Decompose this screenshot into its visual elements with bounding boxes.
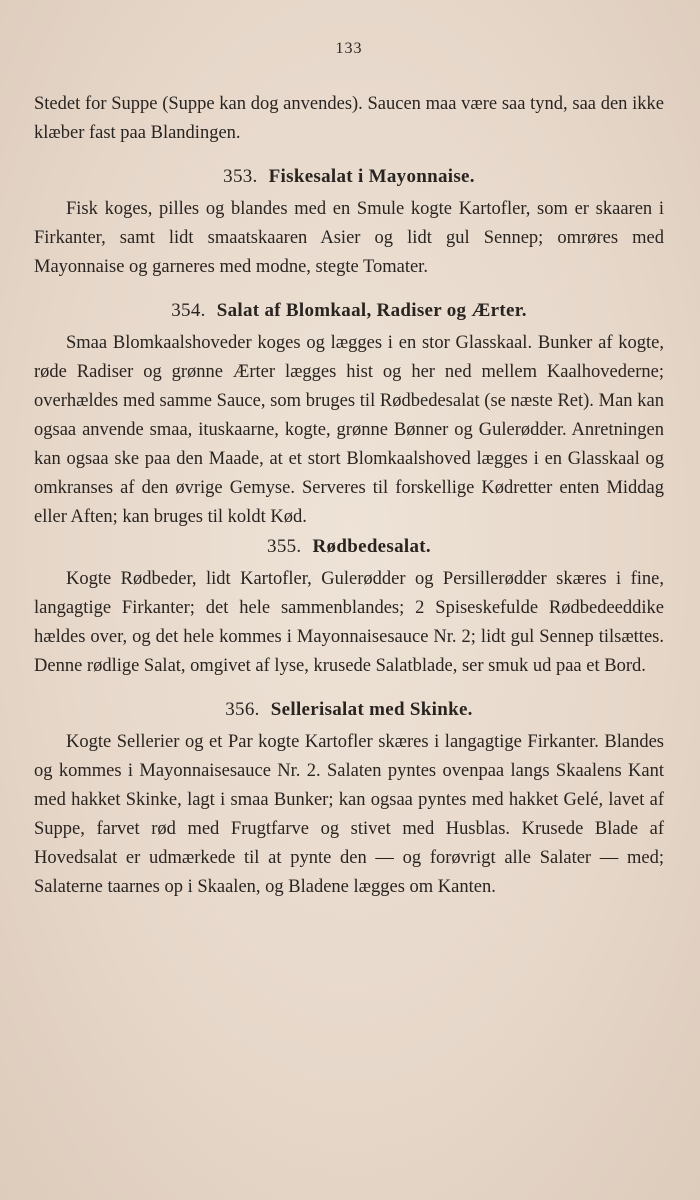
- recipe-title: Rødbedesalat.: [312, 536, 431, 557]
- intro-paragraph: Stedet for Suppe (Suppe kan dog anvendes). Saucen maa være saa tynd, saa den ikke klæber fast paa Blandingen.: [34, 94, 664, 143]
- recipe-number: 355.: [267, 536, 302, 557]
- recipe-body-353: Fisk koges, pilles og blandes med en Smule kogte Kartofler, som er skaaren i Firkanter, samt lidt smaatskaaren Asier og lidt gul Sennep; omrøres med Mayonnaise og garneres med modne, stegte Tomater.: [34, 199, 664, 277]
- recipe-number: 353.: [223, 166, 258, 187]
- page-number: 133: [335, 40, 363, 57]
- recipe-title: Sellerisalat med Skinke.: [270, 699, 473, 720]
- recipe-heading-353: [34, 162, 664, 191]
- recipe-heading-354: [34, 296, 664, 325]
- recipe-title: Fiskesalat i Mayonnaise.: [268, 166, 475, 187]
- recipe-number: 356.: [225, 699, 260, 720]
- recipe-number: 354.: [171, 300, 206, 321]
- recipe-body-356: Kogte Sellerier og et Par kogte Kartofler skæres i langagtige Firkanter. Blandes og kommes i Mayonnaisesauce Nr. 2. Salaten pyntes ovenpaa langs Skaalens Kant med hakket Skinke, lagt i smaa Bunker; kan ogsaa pyntes med hakket Gelé, lavet af Suppe, farvet rød med Frugtfarve og stivet med Husblas. Krusede Blade af Hovedsalat er udmærkede til at pynte den — og forøvrigt alle Salater — med; Salaterne taarnes op i Skaalen, og Bladene lægges om Kanten.: [34, 732, 664, 897]
- recipe-title: Salat af Blomkaal, Radiser og Ærter.: [216, 300, 527, 321]
- recipe-body-354: Smaa Blomkaalshoveder koges og lægges i en stor Glasskaal. Bunker af kogte, røde Radiser og grønne Ærter lægges hist og her ned mellem Kaalhovederne; overhældes med samme Sauce, som bruges til Rødbedesalat (se næste Ret). Man kan ogsaa anvende smaa, ituskaarne, kogte, grønne Bønner og Gulerødder. Anretningen kan ogsaa ske paa den Maade, at et stort Blomkaalshoved lægges i en Glasskaal og omkranses af den øvrige Gemyse. Serveres til forskellige Kødretter enten Middag eller Aften; kan bruges til koldt Kød.: [34, 333, 664, 527]
- book-page: [34, 40, 664, 902]
- recipe-heading-355: [34, 532, 664, 561]
- recipe-body-355: Kogte Rødbeder, lidt Kartofler, Gulerødder og Persillerødder skæres i fine, langagtige Firkanter; det hele sammenblandes; 2 Spiseskefulde Rødbedeeddike hældes over, og det hele kommes i Mayonnaisesauce Nr. 2; lidt gul Sennep tilsættes. Denne rødlige Salat, omgivet af lyse, krusede Salatblade, ser smuk ud paa et Bord.: [34, 569, 664, 676]
- recipe-heading-356: [34, 695, 664, 724]
